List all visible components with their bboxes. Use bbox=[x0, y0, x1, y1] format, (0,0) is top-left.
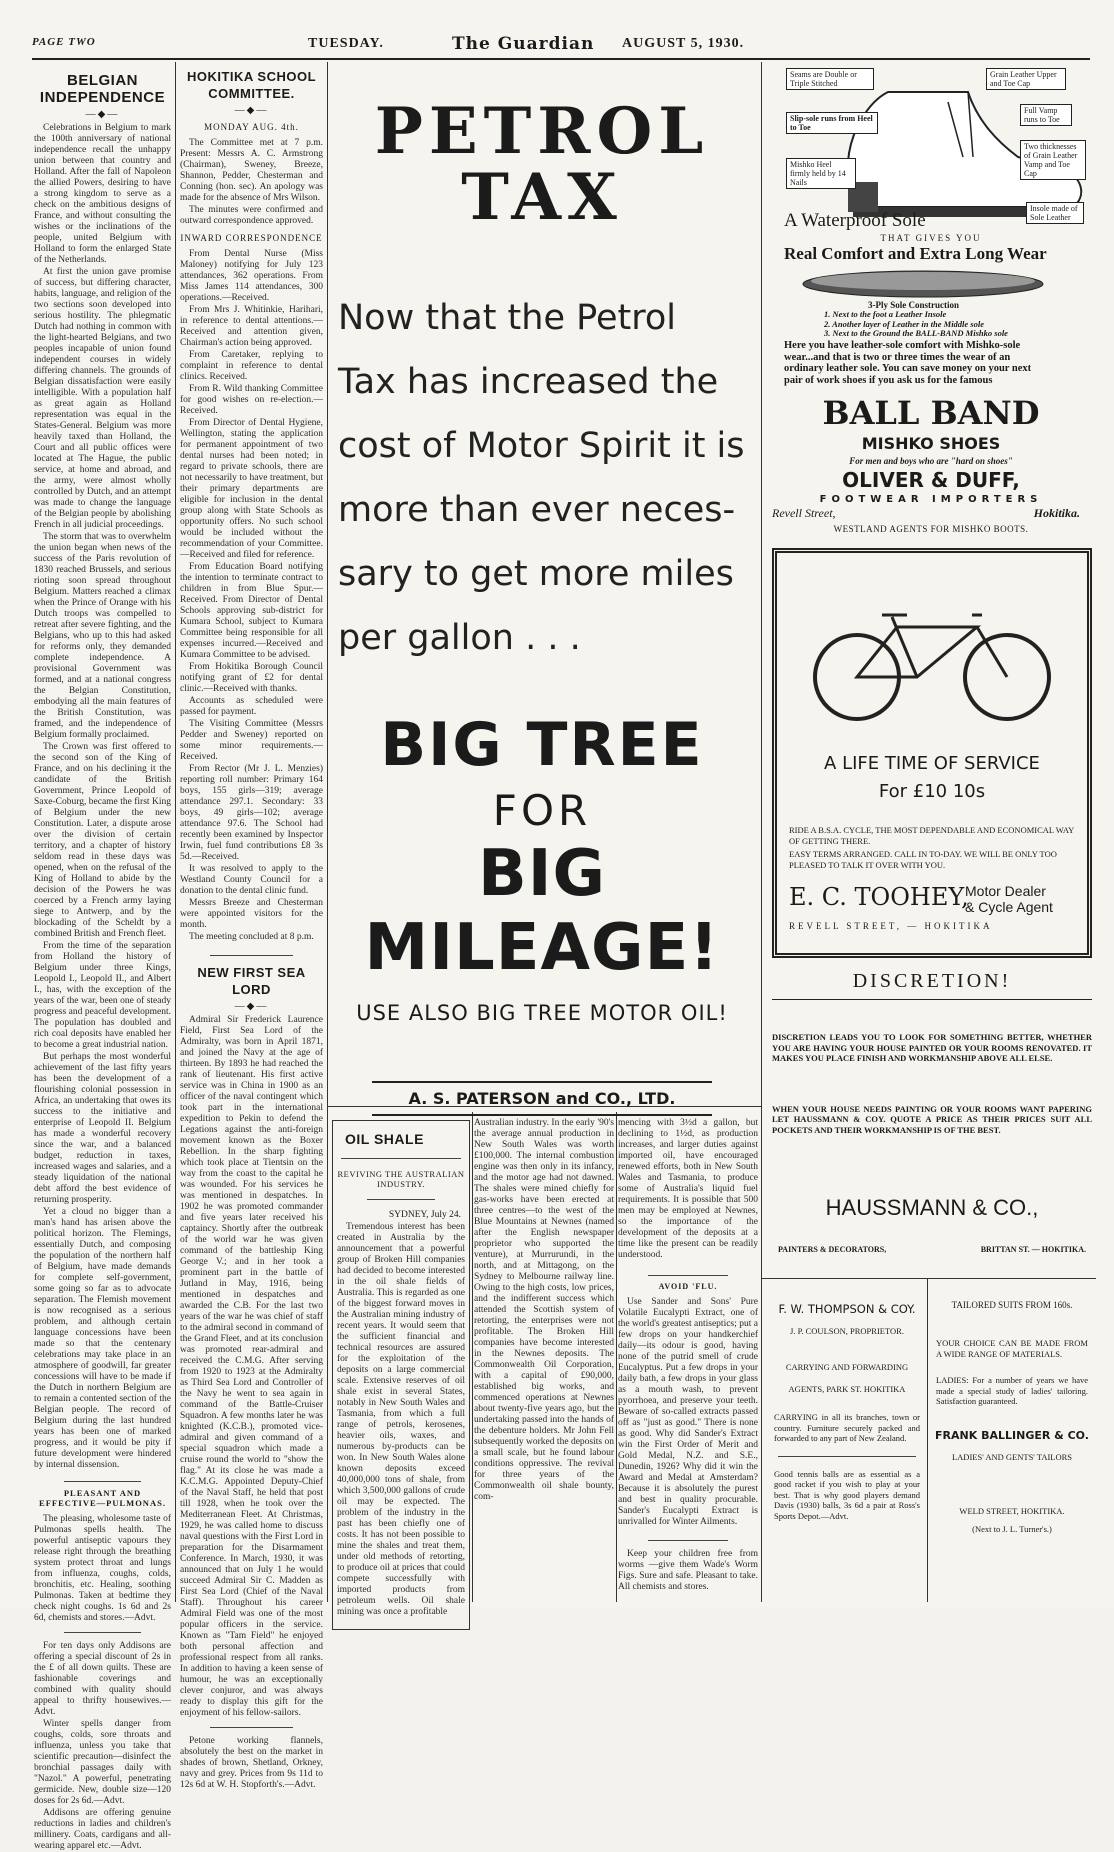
article-subtitle: REVIVING THE AUSTRALIAN INDUSTRY. bbox=[337, 1169, 465, 1189]
ad-sub: LADIES' AND GENTS' TAILORS bbox=[951, 1451, 1073, 1462]
page-label: PAGE TWO bbox=[32, 36, 96, 48]
article-body bbox=[180, 249, 323, 943]
paragraph: For ten days only Addisons are offering a special discount of 2s in the £ of all down quilts. These are fashionable coverings and combined with quality should appeal to thrifty housewives.—Advt. bbox=[34, 1641, 171, 1717]
retailer-sub: FOOTWEAR IMPORTERS bbox=[819, 494, 1043, 505]
divider bbox=[648, 1275, 728, 1276]
ad-price: For £10 10s bbox=[878, 781, 986, 802]
divider bbox=[648, 1540, 728, 1541]
ad-copy: Here you have leather-sole comfort with Mishko-sole wear...and that is two or three times the wear of an ordinary leather sole. You can save money on your next pair of work shoes if you ask us for the famous bbox=[784, 340, 1032, 386]
ad-firm: F. W. THOMPSON & COY. bbox=[778, 1302, 916, 1316]
callout-label: Mishko Heel firmly held by 14 Nails bbox=[786, 158, 856, 189]
ad-line: cost of Motor Spirit it is bbox=[338, 426, 745, 466]
paragraph: Messrs Breeze and Chesterman were appointed visitors for the month. bbox=[180, 898, 323, 930]
issue-date: AUGUST 5, 1930. bbox=[622, 36, 745, 51]
paragraph: The minutes were confirmed and outward correspondence approved. bbox=[180, 205, 323, 226]
ad-copy: Good tennis balls are as essential as a good racket if you wish to play at your best. That is why good players demand Davis (1930) balls, 3s 6d a pair at Ross's Sports Depot.—Advt. bbox=[774, 1468, 920, 1521]
article-body bbox=[180, 138, 323, 227]
thompson-advert bbox=[770, 1284, 924, 1602]
ad-copy: CARRYING in all its branches, town or country. Furniture securely packed and forwarded to any part of New Zealand. bbox=[774, 1412, 920, 1443]
school-column bbox=[180, 62, 323, 1790]
article-body bbox=[34, 123, 171, 1471]
paragraph: From Caretaker, replying to complaint in reference to dental clinics. Received. bbox=[180, 350, 323, 382]
paragraph: Accounts as scheduled were passed for payment. bbox=[180, 696, 323, 717]
paragraph: Celebrations in Belgium to mark the 100th anniversary of national independence recall the unhappy union between that country and Holland. After the fall of Napoleon the allied Powers, desiring to have a strong kingdom to serve as a check on the ambitious designs of France, and without consulting the wishes or the inclinations of the people, united Belgium with Holland to form the enlarged State of the Netherlands. bbox=[34, 123, 171, 265]
ad-subhead: THAT GIVES YOU bbox=[880, 233, 982, 243]
firm-address: BRITTAN ST. — HOKITIKA. bbox=[980, 1245, 1086, 1254]
product-name: MISHKO SHOES bbox=[861, 434, 1001, 453]
ad-line: sary to get more miles bbox=[338, 554, 734, 594]
paragraph: At first the union gave promise of success, but differing character, habits, language, and religion of the two sections soon developed into serious hostility. The phlegmatic Dutch had nothing in common with the light-hearted Belgians, and two peoples incapable of union found independent courses in widely differing channels. The grounds of Belgian dissatisfaction were easily intelligible. With a population half as great again as Holland representation was equal in the States-General. Belgium was more heavily taxed than Holland, the Court and all public offices were located at The Hague, the public service, at home and abroad, and the army, were almost wholly controlled by Dutch, and an attempt was made to change the language of the Belgian people by abolishing French in all judicial proceedings. bbox=[34, 267, 171, 530]
divider bbox=[367, 1199, 435, 1200]
article-title: BELGIAN INDEPENDENCE bbox=[39, 72, 166, 106]
dealer-name: E. C. TOOHEY, bbox=[789, 883, 969, 911]
callout-label: Full Vamp runs to Toe bbox=[1020, 104, 1072, 126]
paragraph: The Committee met at 7 p.m. Present: Messrs A. C. Armstrong (Chairman), Sweney, Breeze, Shannon, Pedder, Chesterman and Conning (hon. sec). An apology was made for the absence of Mrs Wilson. bbox=[180, 138, 323, 203]
divider bbox=[64, 1632, 141, 1633]
paper-name: The Guardian bbox=[452, 34, 595, 54]
advert-title: AVOID 'FLU. bbox=[658, 1282, 718, 1291]
article-body bbox=[337, 1222, 465, 1618]
ad-copy: AGENTS, PARK ST. HOKITIKA bbox=[788, 1384, 906, 1394]
ply-item: 2. Another layer of Leather in the Middle sole bbox=[824, 318, 985, 329]
paragraph: Australian industry. In the early '90's the average annual production in New South Wales was worth £100,000. The internal combustion engine was then only in its infancy, and the motor age had not dawned. The shales were mined chiefly for gas-works have been erected at three centres—to the west of the Blue Mountains at Newnes (named after the English newspaper proprietor who supported the venture), at Murrurundi, in the north, and at Mittagong, on the Sydney to Melbourne railway line. Owing to the high costs, low prices, and the indifferent success which attended the Scottish system of retorting, the enterprises were not profitable. The Broken Hill companies have become interested in the Newnes deposits. The Commonwealth Oil Corporation, with a capital of £90,000, established big works, and commenced operations at Newnes about twenty-five years ago, but the undertaking passed into the hands of the debenture holders. Mr John Fell subsequently worked the deposits on a small scale, but he found labour conditions oppressive. The revival for three years of the Commonwealth oil shale bounty, com- bbox=[474, 1118, 614, 1502]
retailer-town: Hokitika. bbox=[1033, 506, 1080, 520]
article-date: MONDAY AUG. 4th. bbox=[204, 122, 299, 132]
divider: —◆— bbox=[85, 109, 120, 120]
advert-body bbox=[34, 1514, 171, 1624]
discretion-advert bbox=[772, 970, 1092, 1270]
bicycle-illustration bbox=[807, 587, 1057, 727]
header-rule bbox=[32, 58, 1090, 60]
paragraph: From Education Board notifying the intention to terminate contract to children in from Blue Spur.—Received. From Director of Dental Schools approving sub-district for Kumara School, subject to Kumara Committee being responsible for all expenses incurred.—Received and Kumara Committee to be advised. bbox=[180, 562, 323, 660]
ad-headline: TAX bbox=[461, 160, 623, 235]
paragraph: Winter spells danger from coughs, colds, sore throats and influenza, unless you take that scientific precaution—disinfect the bronchial passages daily with "Nazol." A powerful, penetrating germicide. New, double size—120 doses for 2s 6d.—Advt. bbox=[34, 1719, 171, 1806]
brand-for: FOR bbox=[492, 786, 592, 835]
ad-headline: A Waterproof Sole bbox=[784, 210, 926, 231]
article-body bbox=[618, 1118, 758, 1261]
subheading: INWARD CORRESPONDENCE bbox=[180, 233, 323, 243]
ad-line: per gallon . . . bbox=[338, 618, 581, 658]
ballband-advert bbox=[768, 62, 1094, 542]
column-divider bbox=[327, 62, 328, 1602]
paragraph: From Mrs J. Whitinkie, Harihari, in reference to dental attentions.—Received and attention given, Chairman's action being approved. bbox=[180, 305, 323, 348]
retailer-name: OLIVER & DUFF, bbox=[842, 468, 1020, 492]
paragraph: From R. Wild thanking Committee for good wishes on re-election.—Received. bbox=[180, 384, 323, 416]
paragraph: Use Sander and Sons' Pure Volatile Eucalypti Extract, one of the world's greatest antiseptics; put a few drops on your handkerchief daily—its odour is good, having none of the putrid smell of crude Eucalyptus. Put a few drops in your daily bath, a few drops in your glass as a mouth wash, to prevent pyorrhoea, and preserve your teeth. Beware of so-called extracts passed off as "just as good." There is none as good. Why did Sander's Extract win the First Order of Merit and Gold Medal, N.Z. and S.E., Dunedin, 1926? Why did it win the Award and Medal at Amsterdam? Because it is absolutely the purest and best in quality procurable. Sander's Eucalypti Extract is unrivalled for Winter Ailments. bbox=[618, 1297, 758, 1527]
ad-tagline: For men and boys who are "hard on shoes" bbox=[849, 456, 1013, 466]
ad-address: WELD STREET, HOKITIKA. bbox=[959, 1505, 1065, 1516]
column-divider bbox=[175, 62, 176, 1602]
advert-body bbox=[618, 1549, 758, 1593]
article-title: HOKITIKA SCHOOL COMMITTEE. bbox=[186, 69, 317, 101]
ply-title: 3-Ply Sole Construction bbox=[868, 300, 959, 310]
frame-icon bbox=[857, 615, 1007, 677]
brand-logo: BALL BAND bbox=[822, 394, 1040, 432]
divider bbox=[64, 1481, 141, 1482]
paragraph: Petone working flannels, absolutely the best on the market in shades of brown, Shetland, Orkney, navy and grey. Prices from 9s 11d to 12s 6d at W. H. Stopforth's.—Advt. bbox=[180, 1736, 323, 1790]
advert-body bbox=[34, 1641, 171, 1852]
retailer-agents: WESTLAND AGENTS FOR MISHKO BOOTS. bbox=[833, 524, 1029, 534]
ad-proprietor: J. P. COULSON, PROPRIETOR. bbox=[790, 1326, 904, 1336]
paragraph: Addisons are offering genuine reductions in ladies and children's millinery. Coats, cardigans and all-wearing apparel etc.—Advt. bbox=[34, 1808, 171, 1851]
advert-body bbox=[618, 1297, 758, 1528]
petrol-tax-advert bbox=[332, 62, 752, 1108]
paragraph: From Dental Nurse (Miss Maloney) notifying for July 123 attendances, 362 operations. From Miss James 114 attendances, 300 operations.—Received. bbox=[180, 249, 323, 303]
ad-copy bbox=[332, 286, 752, 670]
section-rule bbox=[762, 1278, 1096, 1279]
paragraph: From Hokitika Borough Council notifying grant of £2 for dental clinic.—Received with thanks. bbox=[180, 662, 323, 694]
day-label: TUESDAY. bbox=[308, 36, 384, 51]
divider: —◆— bbox=[234, 1001, 269, 1012]
oil-shale-column bbox=[332, 1112, 470, 1617]
callout-label: Insole made of Sole Leather bbox=[1026, 202, 1084, 224]
advert-body bbox=[180, 1736, 323, 1791]
paragraph: Keep your children free from worms —give them Wade's Worm Figs. Sure and safe. Pleasant to take. All chemists and stores. bbox=[618, 1549, 758, 1592]
retailer-street: Revell Street, bbox=[772, 506, 836, 520]
paragraph: Yet a cloud no bigger than a man's hand has arisen above the political horizon. The Flemings, essentially Dutch, and composing the population of the northern half of Belgium, have made demands for complete self-government, some going so far as to advocate separation. The Flemish movement is now recognised as a serious problem, and although certain language concessions have been made so that the centenary celebrations may take place in an atmosphere of goodwill, far greater concessions will have to be made if the Dutch in northern Belgium are to remain a contented section of the Belgian people. The record of Belgium during the last hundred years has been one of marked progress, and it would be pity if future development were hindered by internal dissension. bbox=[34, 1207, 171, 1470]
ad-headline: DISCRETION! bbox=[852, 970, 1012, 992]
paragraph: The meeting concluded at 8 p.m. bbox=[189, 932, 314, 942]
ad-headline: TAILORED SUITS FROM 160s. bbox=[951, 1300, 1073, 1310]
article-body bbox=[180, 1015, 323, 1719]
ad-headline: Real Comfort and Extra Long Wear bbox=[784, 244, 1047, 263]
dealer-role: & Cycle Agent bbox=[965, 899, 1053, 915]
paragraph: From Rector (Mr J. L. Menzies) reporting roll number: Primary 164 boys, 155 girls—319; average attendance 297.1. Secondary: 33 boys, 49 girls—102; average attendance 97.6. The School had recently been examined by Inspector Irwin, fuel fund contributions £8 3s 5d.—Received. bbox=[180, 764, 323, 862]
article-title: OIL SHALE bbox=[345, 1131, 424, 1147]
oil-shale-column bbox=[474, 1112, 614, 1602]
ad-copy: RIDE A B.S.A. CYCLE, THE MOST DEPENDABLE AND ECONOMICAL WAY OF GETTING THERE. bbox=[789, 825, 1075, 846]
paragraph: mencing with 3½d a gallon, but declining to 1½d, as production increases, and larger duties against imported oil, have encouraged renewed efforts, both in New South Wales and Tasmania, to produce some of Australia's liquid fuel requirements. It is possible that 500 men may be employed at Newnes, so the importance of the development of the deposits at a time like the present can be readily understood. bbox=[618, 1118, 758, 1260]
divider: —◆— bbox=[234, 105, 269, 116]
divider bbox=[341, 1158, 461, 1159]
ply-item: 1. Next to the foot a Leather Insole bbox=[824, 309, 947, 319]
ply-list bbox=[824, 310, 1008, 339]
article-box bbox=[332, 1120, 470, 1630]
divider bbox=[778, 1456, 916, 1457]
dateline: SYDNEY, July 24. bbox=[388, 1210, 461, 1220]
dealer-address: REVELL STREET, — HOKITIKA bbox=[789, 921, 993, 931]
callout-label: Seams are Double or Triple Stitched bbox=[786, 68, 874, 90]
ad-copy: CARRYING AND FORWARDING bbox=[785, 1362, 909, 1372]
paragraph: But perhaps the most wonderful achievement of the last fifty years has been the development of a flourishing colonial possession in Africa, an undertaking that owes its success to the initiative and enterprise of Leopold II. Belgium has made a wonderful recovery since the war, and a balanced budget, reduction in taxes, increased wages and salaries, and a steady liquidation of the national debt afford the best evidence of returning prosperity. bbox=[34, 1052, 171, 1205]
ad-line: Tax has increased the bbox=[338, 362, 719, 402]
callout-label: Slip-sole runs from Heel to Toe bbox=[786, 112, 878, 134]
sole-illustration bbox=[798, 268, 1048, 300]
brand-mileage: BIG MILEAGE! bbox=[364, 837, 720, 985]
paragraph: The Visiting Committee (Messrs Pedder and Sweney) reported on some minor requirements.—Received. bbox=[180, 719, 323, 762]
ballinger-advert bbox=[932, 1284, 1092, 1602]
belgian-column bbox=[34, 62, 171, 1851]
ad-copy: EASY TERMS ARRANGED. CALL IN TO-DAY. WE WILL BE ONLY TOO PLEASED TO TALK IT OVER WITH YOU. bbox=[789, 849, 1057, 870]
paragraph: The Crown was first offered to the second son of the King of France, and on his declining it the candidate of the British Government, Prince Leopold of Saxe-Coburg, became the first King of Belgium under the new Constitution. Later, a dispute arose over the division of certain territory, and a chapter of history seldom read in these days was opened, when on the refusal of the King of Holland to abide by the decision of the Powers he was coerced by a French army laying siege to Antwerp, and by the blockading of the Scheldt by a combined British and French fleet. bbox=[34, 742, 171, 939]
oil-shale-column bbox=[618, 1112, 758, 1602]
column-divider bbox=[616, 1112, 617, 1602]
advert-title: PLEASANT AND EFFECTIVE—PULMONAS. bbox=[39, 1488, 166, 1508]
ad-firm-sub bbox=[772, 1245, 1092, 1254]
article-title: NEW FIRST SEA LORD bbox=[197, 965, 306, 997]
firm-trade: PAINTERS & DECORATORS, bbox=[778, 1245, 887, 1254]
ad-tagline: USE ALSO BIG TREE MOTOR OIL! bbox=[356, 1001, 728, 1025]
divider bbox=[210, 955, 293, 956]
divider bbox=[772, 999, 1092, 1000]
ad-firm: HAUSSMANN & CO., bbox=[825, 1195, 1039, 1220]
paragraph: The storm that was to overwhelm the union began when news of the success of the Paris revolution of 1830 reached Brussels, and serious rioting soon spread throughout Belgium. Matters reached a climax when the Prince of Orange with his Dutch troops was compelled to retreat after severe fighting, and the Belgians, who up to this had asked for reforms only, they demanded complete independence. A provisional Government was formed, and at a national congress the Belgian Constitution, embodying all the main features of the British Constitution, was framed, and the independence of Belgium formally proclaimed. bbox=[34, 532, 171, 740]
bike-advert bbox=[772, 548, 1092, 958]
column-divider bbox=[472, 1112, 473, 1602]
ad-firm: A. S. PATERSON and CO., LTD. bbox=[372, 1081, 712, 1116]
ad-line: more than ever neces- bbox=[338, 490, 736, 530]
ad-copy: LADIES: For a number of years we have made a special study of ladies' tailoring. Satisfaction guaranteed. bbox=[936, 1375, 1088, 1406]
paragraph: From the time of the separation from Holland the history of Belgium under three Kings, Leopold I., Leopold II., and Albert I., has, with the exception of the years of the war, been one of steady progress and peaceful development. The population has doubled and rich coal deposits have enabled her to become a great industrial nation. bbox=[34, 941, 171, 1050]
ad-headline: PETROL bbox=[374, 94, 710, 169]
paragraph: Admiral Sir Frederick Laurence Field, First Sea Lord of the Admiralty, was born in April 1871, and joined the Navy at the age of thirteen. By 1893 he had reached the rank of lieutenant. His first active service was in China in 1900 as an officer of the naval contingent which took part in the international expedition to Pekin to defend the Legations against the anti-foreign movement known as the Boxer Rebellion. In the sharp fighting which took place at Tientsin on the way from the coast to the capital he was wounded. For his services he was mentioned in despatches. In 1902 he was promoted commander and five years later received his captaincy. Shortly after the outbreak of the world war he was given command of the battleship King George V.; and in her took a prominent part in the battle of Jutland in May, 1916, being mentioned in despatches and awarded the C.B. For the last two years of the war he was chief of staff to the admiral second in command of the Grand Fleet, and at its conclusion was promoted rear-admiral and received the C.M.G. After serving from 1920 to 1923 at the Admiralty as Third Sea Lord and Controller of the Navy he went to sea again in command of the Battle-Cruiser Squadron. A few months later he was knighted (K.C.B.), promoted vice-admiral and given command of a special squadron which made a cruise round the world to "show the flag." At its close he was made a K.C.M.G. Appointed Deputy-Chief of the Naval Staff, he held that post till 1928, when he took over the Mediterranean Fleet. At Christmas, 1929, he was called home to discuss naval questions with the First Lord in preparation for the Disarmament Conference. In March, 1930, it was announced that on July 1 he would succeed Admiral Sir C. Madden as First Sea Lord (Chief of the Naval Staff). Throughout his career Admiral Field was one of the most popular officers in the service. Known as "Tam Field" he enjoyed both personal affection and professional respect from all ranks. In addition to having a keen sense of humour, he was an exceptionally clever conjuror, and was always ready to display this gift for the enjoyment of his fellow-sailors. bbox=[180, 1015, 323, 1718]
masthead bbox=[32, 32, 1090, 58]
callout-label: Two thicknesses of Grain Leather Vamp and Toe Cap bbox=[1020, 140, 1086, 180]
divider bbox=[210, 1727, 293, 1728]
column-divider bbox=[761, 62, 762, 1602]
ad-headline: A LIFE TIME OF SERVICE bbox=[824, 753, 1040, 774]
brand-headline: BIG TREE bbox=[380, 710, 704, 780]
ad-note: (Next to J. L. Turner's.) bbox=[972, 1523, 1052, 1534]
paragraph: The pleasing, wholesome taste of Pulmonas spells health. The powerful antiseptic vapours they release right through the breathing system protect throat and lungs from influenza, coughs, colds, bronchitis, etc. Healing, soothing Pulmonas. Taken at bedtime they check night coughs. 1s 6d and 2s 6d, chemists and stores.—Advt. bbox=[34, 1514, 171, 1623]
paragraph: From Director of Dental Hygiene, Wellington, stating the application for permanent appointment of two dental nurses had been noted; in regard to private schools, there are not necessarily to have treatment, but their primary departments are eligible for inclusion in the dental group along with State Schools as opportunity offers. No such school would be included without the recommendation of your Committee.—Received and filed for reference. bbox=[180, 418, 323, 560]
ad-copy: WHEN YOUR HOUSE NEEDS PAINTING OR YOUR ROOMS WANT PAPERING LET HAUSSMANN & COY. QUOTE A PRICE AS THEIR PRICES SUIT ALL POCKETS AND THEIR WORKMANSHIP IS OF THE BEST. bbox=[772, 1103, 1092, 1135]
article-body bbox=[474, 1118, 614, 1503]
ply-item: 3. Next to the Ground the BALL-BAND Mishko sole bbox=[824, 328, 1008, 338]
callout-label: Grain Leather Upper and Toe Cap bbox=[986, 68, 1066, 90]
dealer-role: Motor Dealer bbox=[965, 883, 1046, 899]
ad-copy: DISCRETION LEADS YOU TO LOOK FOR SOMETHING BETTER, WHETHER YOU ARE HAVING YOUR HOUSE PAINTED OR YOUR ROOMS RENOVATED. IT MAKES YOU PLACE FINISH AND WORKMANSHIP ABOVE ALL ELSE. bbox=[772, 1032, 1092, 1063]
paragraph: It was resolved to apply to the Westland County Council for a donation to the dental clinic fund. bbox=[180, 864, 323, 896]
ad-firm: FRANK BALLINGER & CO. bbox=[935, 1428, 1089, 1442]
ad-copy: YOUR CHOICE CAN BE MADE FROM A WIDE RANGE OF MATERIALS. bbox=[936, 1338, 1088, 1359]
column-divider bbox=[927, 1278, 928, 1602]
paragraph: Tremendous interest has been created in Australia by the announcement that a powerful group of Broken Hill companies had decided to become interested in the oil shale fields of Australia. This is regarded as one of the biggest forward moves in the Australian mining industry of recent years. It would seem that the sufficient financial and technical resources are assured for the exploitation of the deposits on a large commercial scale. Extensive reserves of oil shale exist in several States, notably in New South Wales and Tasmania, from which a full range of petrols, kerosenes, heavier oils, waxes, and numerous by-products can be won. In New South Wales alone known deposits exceed 40,000,000 tons of shale, from which 3,500,000 gallons of crude oil may be expected. The problem of the industry in the past has been chiefly one of costs. It has not been possible to mine the shales and treat them, under old methods of retorting, to produce oil at prices that could compete successfully with imported products from petroleum wells. Oil shale mining was once a profitable bbox=[337, 1222, 465, 1617]
ad-line: Now that the Petrol bbox=[338, 298, 676, 338]
